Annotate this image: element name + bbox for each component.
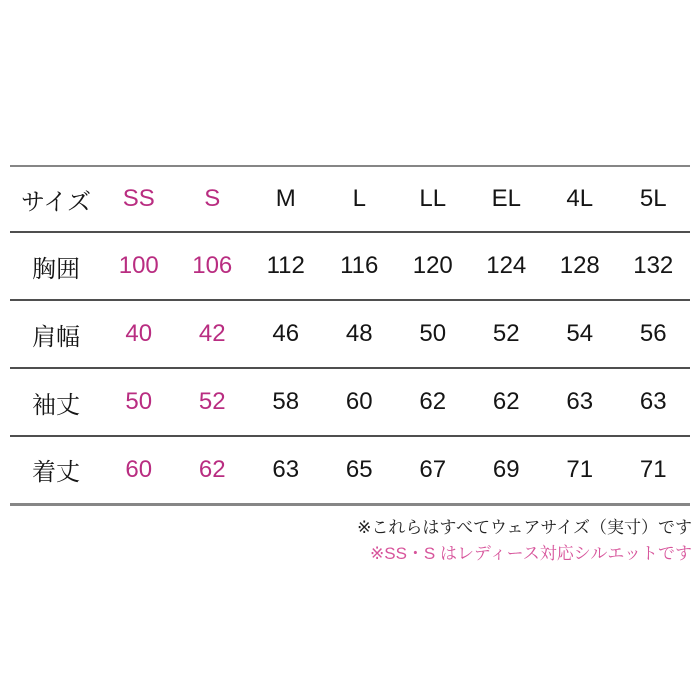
size-cell: 54 [566,320,594,347]
size-cell: 56 [639,320,667,347]
header-col-ll: LL [419,185,447,212]
size-cell: 71 [639,455,667,483]
size-cell: 65 [345,455,373,483]
size-cell: 62 [492,388,520,415]
header-col-s: S [204,185,221,212]
row-label-sleeve: 袖丈 [32,391,80,419]
header-col-ss: SS [122,185,155,212]
table-row-shoulder [10,300,690,368]
size-cell: 116 [340,252,379,279]
size-cell: 132 [633,252,674,279]
row-label-chest: 胸囲 [32,255,80,283]
size-cell: 60 [345,388,373,415]
size-cell: 100 [118,252,159,279]
size-cell: 62 [198,455,226,483]
size-cell: 106 [192,252,233,279]
size-cell: 52 [198,388,226,415]
size-cell: 50 [125,388,153,415]
size-cell: 40 [125,320,153,347]
row-label-shoulder: 肩幅 [32,323,80,351]
table-row-chest [10,232,690,300]
note-ladies-silhouette: ※SS・S はレディース対応シルエットです [369,544,692,563]
size-cell: 52 [492,320,520,347]
size-cell: 42 [198,320,226,347]
size-cell: 128 [559,252,600,279]
note-wear-size: ※これらはすべてウェアサイズ（実寸）です [357,518,692,537]
table-row-sleeve [10,368,690,436]
header-col-5l: 5L [639,185,667,212]
size-cell: 63 [272,455,300,483]
size-cell: 60 [125,455,153,483]
size-cell: 62 [419,388,447,415]
footnotes [357,515,692,567]
size-cell: 58 [272,388,300,415]
header-col-4l: 4L [566,185,594,212]
header-col-m: M [275,185,296,212]
row-label-length: 着丈 [32,459,80,487]
size-cell: 50 [419,320,447,347]
size-cell: 48 [345,320,373,347]
size-cell: 120 [412,252,453,279]
size-cell: 124 [486,252,527,279]
header-row [10,166,690,232]
size-cell: 71 [566,455,594,483]
header-size-label: サイズ [20,188,92,216]
size-chart-table [10,165,690,506]
size-cell: 63 [639,388,667,415]
size-cell: 112 [266,252,305,279]
table-row-length [10,436,690,504]
size-cell: 46 [272,320,300,347]
header-col-l: L [352,185,366,212]
header-col-el: EL [491,185,521,212]
size-cell: 69 [492,455,520,483]
size-cell: 67 [419,455,447,483]
size-cell: 63 [566,388,594,415]
